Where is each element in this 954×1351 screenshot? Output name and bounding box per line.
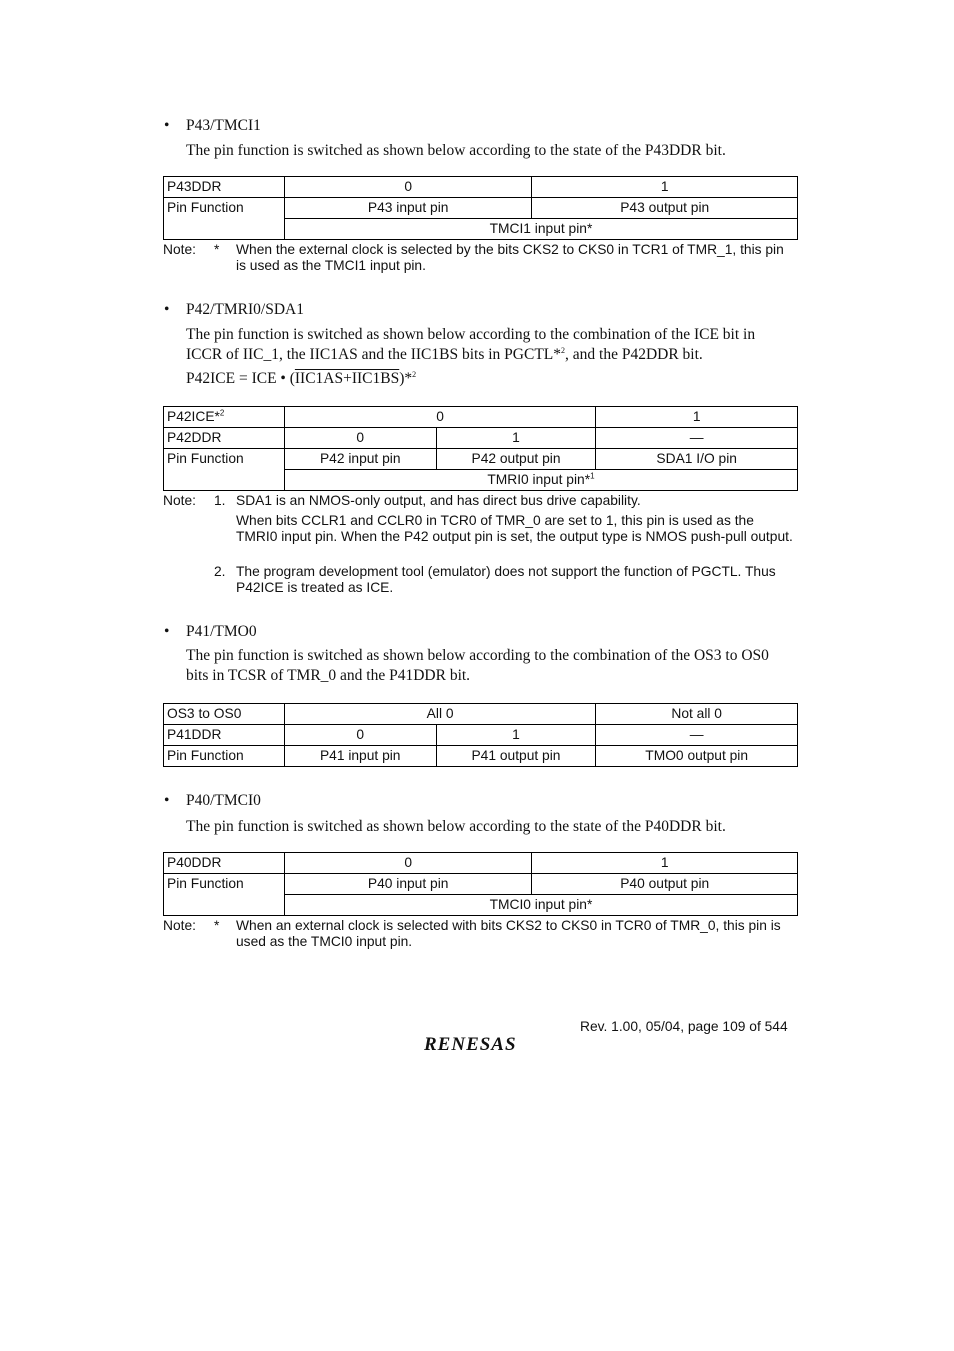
heading-text: P40/TMCI0 [186,792,261,809]
table-cell: 1 [436,428,596,449]
table-row [164,407,798,428]
table-cell: 0 [284,853,532,874]
table-cell: P43 input pin [284,198,532,219]
table-cell: Pin Function [164,449,285,470]
note-block [163,242,803,276]
table-cell [284,470,797,491]
heading-text: P43/TMCI1 [186,117,261,134]
note-label: Note: [163,242,196,257]
footnote-ref: 2 [412,369,417,379]
table-cell: 1 [532,853,798,874]
cell-text: P42ICE* [167,409,220,424]
formula [186,369,416,390]
table-row [164,428,798,449]
overlined-term: IIC1AS+IIC1BS [294,370,400,387]
note-number: 2. [214,564,226,579]
table-row [164,198,798,219]
table-cell: P40 output pin [532,874,798,895]
note-text: When the external clock is selected by the bits CKS2 to CKS0 in TCR1 of TMR_1, this pin is used as the TMCI1 input pin. [236,242,784,273]
table-row [164,219,798,240]
section-heading-p40 [164,792,464,812]
table-cell: 1 [596,407,798,428]
table-row [164,895,798,916]
table-cell: P41 output pin [436,746,596,767]
p43-pin-table [163,176,798,240]
table-cell [284,219,797,240]
table-cell [164,219,285,240]
note-mark: * [586,221,593,236]
table-row [164,853,798,874]
table-row [164,874,798,895]
table-cell [164,895,285,916]
table-row [164,177,798,198]
table-row [164,725,798,746]
note-text: The program development tool (emulator) does not support the function of PGCTL. Thus P42ICE is treated as ICE. [236,564,776,595]
table-cell: P43DDR [164,177,285,198]
bullet-icon: • [164,623,170,640]
table-row [164,470,798,491]
bullet-icon: • [164,117,170,134]
note-text: When an external clock is selected with bits CKS2 to CKS0 in TCR0 of TMR_0, this pin is used as the TMCI0 input pin. [236,918,781,949]
text: , and the P42DDR bit. [565,346,703,363]
p41-pin-table [163,703,798,767]
text: P42ICE = ICE • ( [186,370,295,387]
note-text: When bits CCLR1 and CCLR0 in TCR0 of TMR_0 are set to 1, this pin is used as the TMRI0 input pin. When the P42 output pin is set, the output type is NMOS push-pull output. [236,513,793,544]
p42-pin-table [163,406,798,491]
section-heading-p42 [164,301,464,321]
table-cell: — [596,428,798,449]
table-cell: All 0 [284,704,596,725]
table-cell [164,407,285,428]
table-cell: P43 output pin [532,198,798,219]
table-row [164,746,798,767]
table-cell: — [596,725,798,746]
renesas-logo: RENESAS [424,1034,517,1055]
table-cell: Pin Function [164,746,285,767]
note-text: SDA1 is an NMOS-only output, and has direct bus drive capability. [236,493,641,508]
table-cell: P42DDR [164,428,285,449]
table-cell: Pin Function [164,874,285,895]
cell-text: TMCI0 input pin [489,897,587,912]
table-cell: P40 input pin [284,874,532,895]
table-cell: SDA1 I/O pin [596,449,798,470]
table-cell: P40DDR [164,853,285,874]
table-cell: 0 [284,407,596,428]
table-cell: Pin Function [164,198,285,219]
table-cell: Not all 0 [596,704,798,725]
note-label: Note: [163,918,196,933]
table-cell: P41 input pin [284,746,436,767]
note-label: Note: [163,493,196,508]
note-number: 1. [214,493,226,508]
footnote-ref: 2 [561,345,566,355]
section-heading-p43 [164,117,464,137]
cell-text: TMCI1 input pin [489,221,587,236]
paragraph-line: bits in TCSR of TMR_0 and the P41DDR bit. [186,667,471,684]
paragraph: The pin function is switched as shown below according to the state of the P40DDR bit. [186,818,726,835]
note-mark: * [586,897,593,912]
heading-text: P42/TMRI0/SDA1 [186,301,304,318]
table-cell [284,895,797,916]
footnote-ref: 1 [590,471,595,481]
table-cell: TMO0 output pin [596,746,798,767]
table-cell: 0 [284,428,436,449]
note-mark: * [214,918,220,933]
table-cell: OS3 to OS0 [164,704,285,725]
page-footer-revision: Rev. 1.00, 05/04, page 109 of 544 [580,1019,788,1034]
note-mark: * [214,242,220,257]
table-cell: 1 [436,725,596,746]
section-heading-p41 [164,623,464,643]
text: ICCR of IIC_1, the IIC1AS and the IIC1BS bits in PGCTL* [186,346,562,363]
table-cell: 1 [532,177,798,198]
table-cell: 0 [284,725,436,746]
text: )* [399,370,413,387]
table-cell: 0 [284,177,532,198]
note-block [163,918,803,952]
table-cell: P42 output pin [436,449,596,470]
table-row [164,704,798,725]
footnote-ref: 2 [219,408,225,418]
bullet-icon: • [164,301,170,318]
paragraph: The pin function is switched as shown below according to the state of the P43DDR bit. [186,142,726,159]
table-cell [164,470,285,491]
paragraph-line [186,345,703,366]
table-cell: P42 input pin [284,449,436,470]
table-cell: P41DDR [164,725,285,746]
paragraph-line: The pin function is switched as shown below according to the combination of the ICE bit in [186,326,756,343]
table-row [164,449,798,470]
paragraph-line: The pin function is switched as shown below according to the combination of the OS3 to OS0 [186,647,769,664]
note-block [163,493,803,599]
bullet-icon: • [164,792,170,809]
p40-pin-table [163,852,798,916]
heading-text: P41/TMO0 [186,623,257,640]
cell-text: TMRI0 input pin* [487,472,591,487]
